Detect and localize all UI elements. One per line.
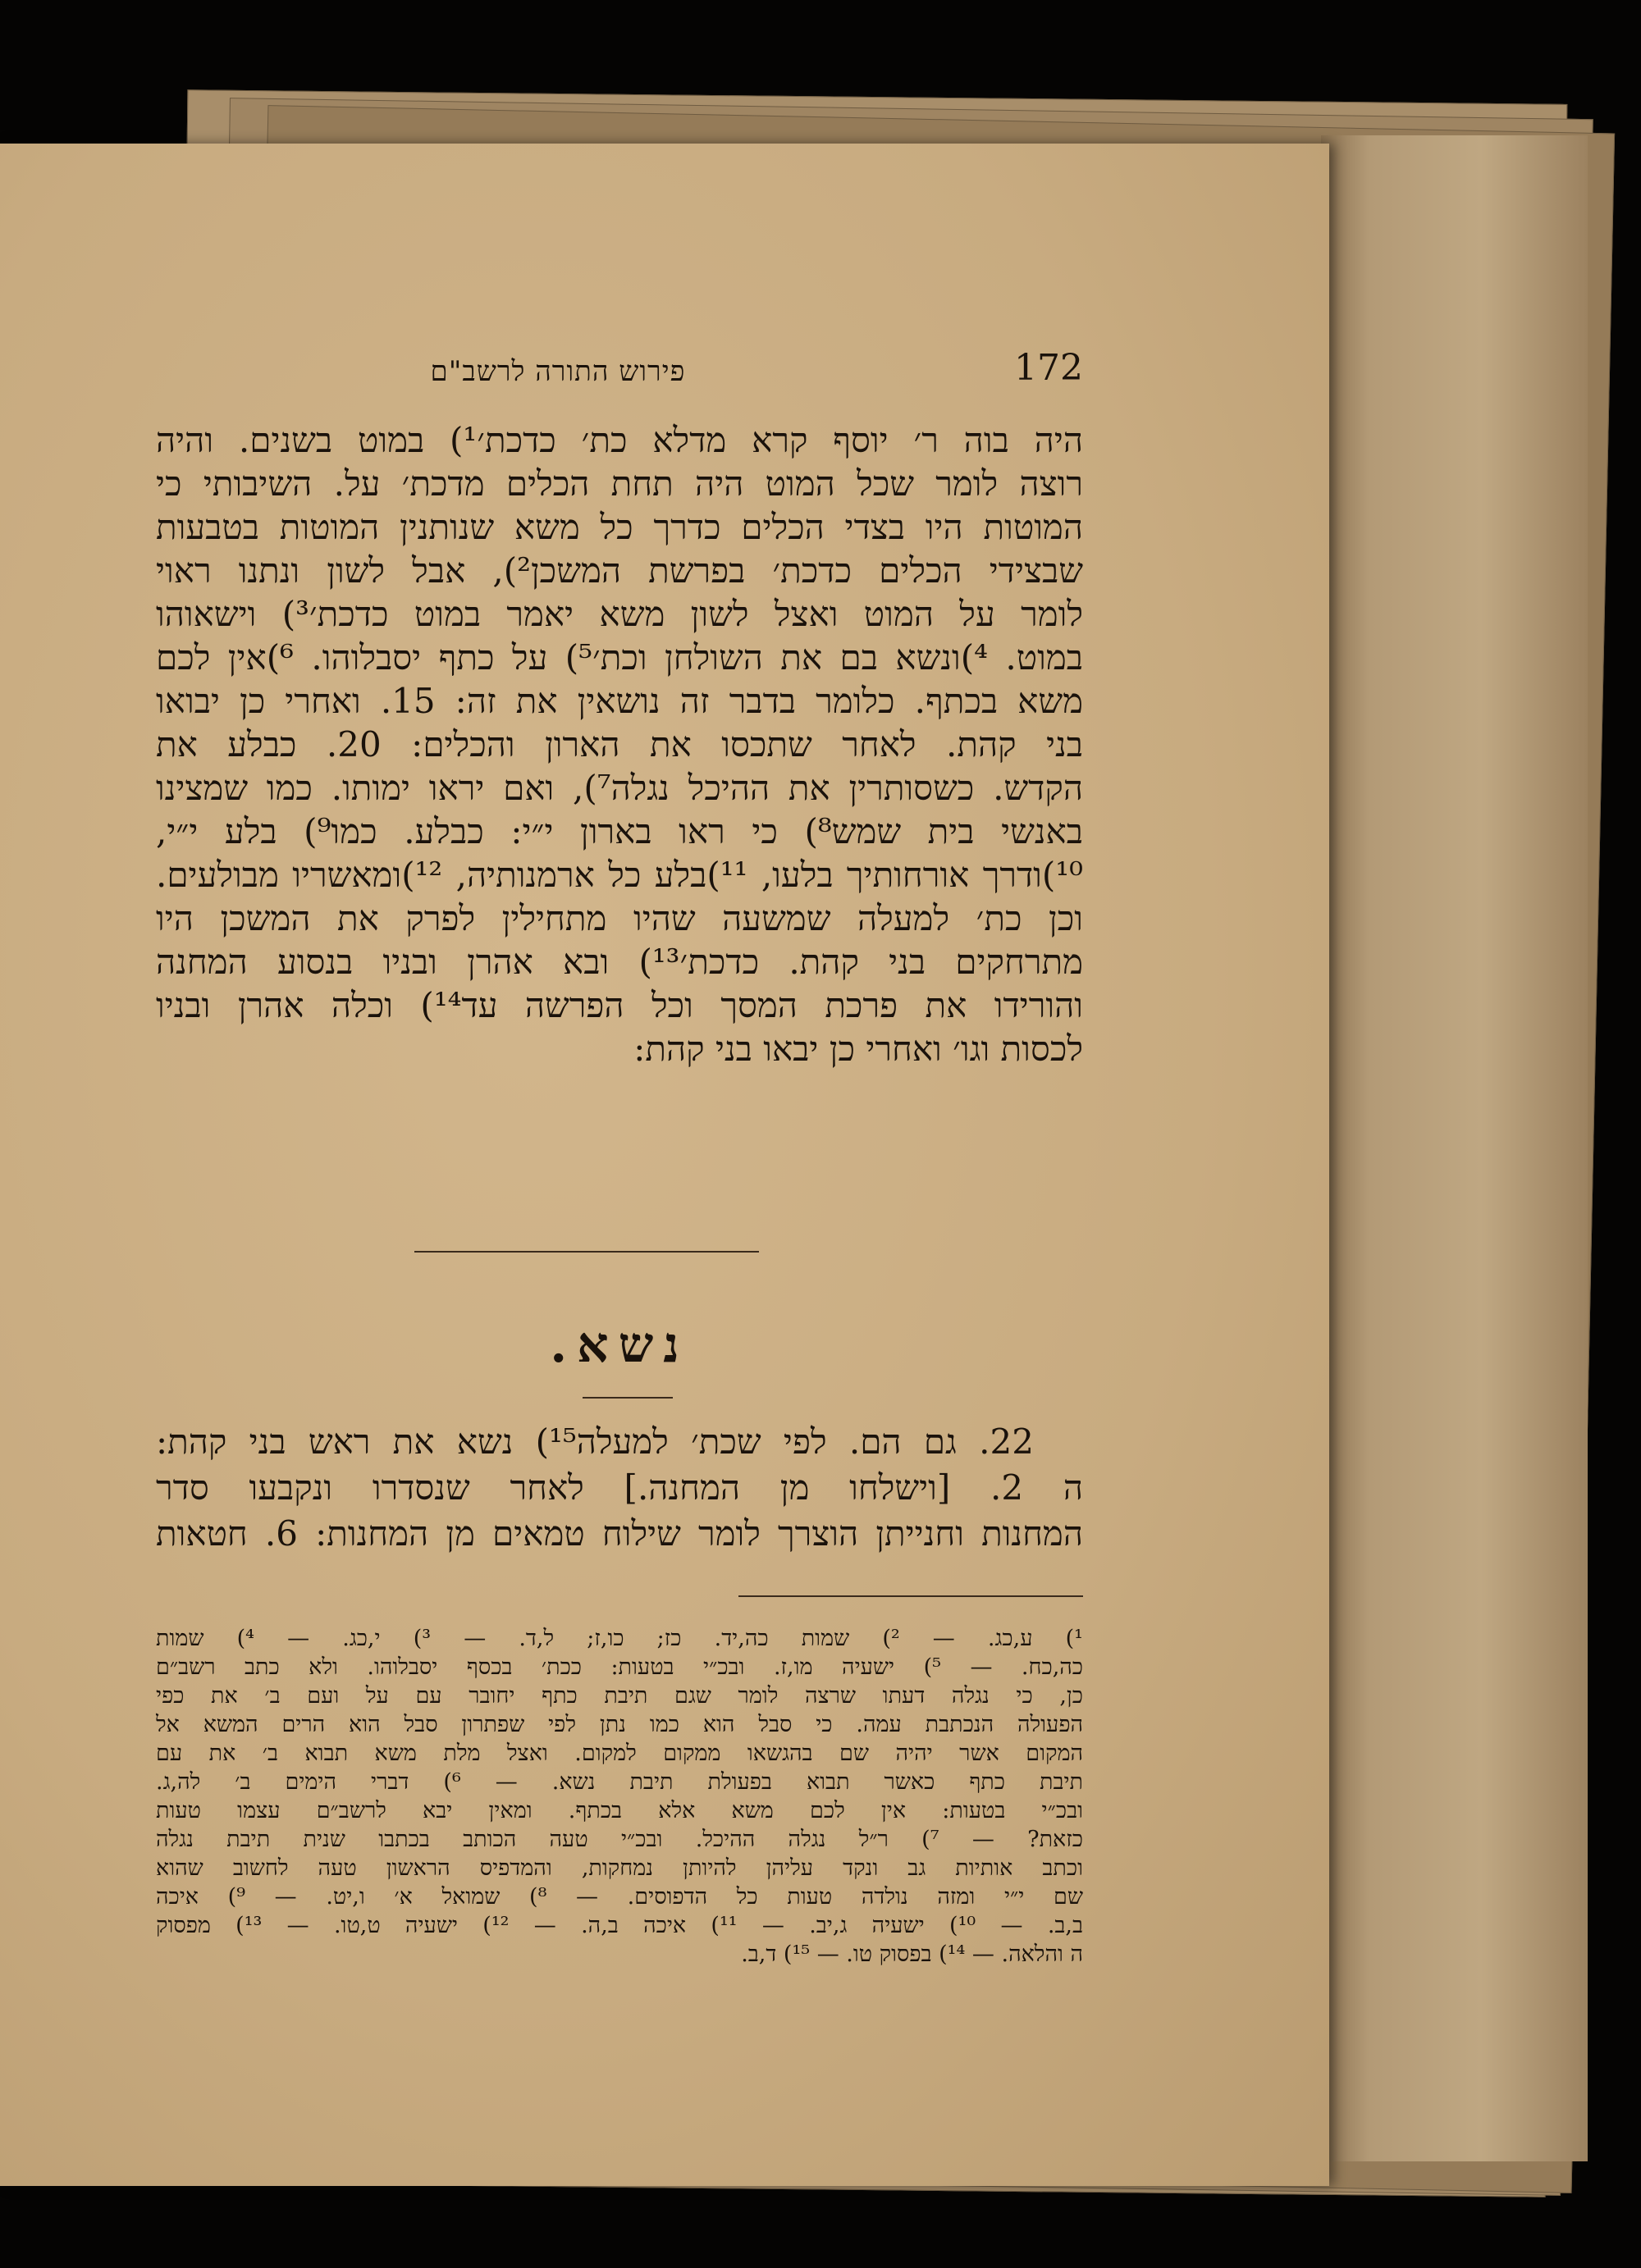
text-line: היה בוה ר׳ יוסף קרא מדלא כת׳ כדכת׳¹) במוט בשנים. והיה <box>156 420 1083 460</box>
footnote-line: וכתב אותיות גב ונקד עליהן להיותן נמחקות, והמדפיס הראשון טעה לחשוב שהוא <box>156 1855 1083 1881</box>
text-line: וכן כת׳ למעלה שמשעה שהיו מתחילין לפרק את המשכן היו <box>156 898 1083 938</box>
text-line: משא בכתף. כלומר בדבר זה נושאין את זה: 15. ואחרי כן יבואו <box>156 681 1083 721</box>
text-line: הקדש. כשסותרין את ההיכל נגלה⁷), ואם יראו ימותו. כמו שמצינו <box>156 768 1083 808</box>
footnote-line: תיבת כתף כאשר תבוא בפעולת תיבת נשא. — ⁶) דברי הימים ב׳ לה,ג. <box>156 1769 1083 1795</box>
text-line: מתרחקים בני קהת. כדכת׳¹³) ובא אהרן ובניו בנסוע המחנה <box>156 942 1083 982</box>
section-divider <box>414 1251 759 1253</box>
text-line: ¹⁰)ודרך אורחותיך בלעו, ¹¹)בלע כל ארמנותיה, ¹²)ומאשריו מבולעים. <box>156 855 1083 895</box>
footnote-line: ב,ב. — ¹⁰) ישעיה ג,יב. — ¹¹) איכה ב,ה. — ¹²) ישעיה ט,טו. — ¹³) מפסוק <box>156 1913 1083 1938</box>
footnote-line: כה,כח. — ⁵) ישעיה מו,ז. ובכ״י בטעות: ככת׳ בכסף יסבלוהו. ולא כתב רשב״ם <box>156 1654 1083 1680</box>
book-page <box>0 144 1329 2186</box>
text-line: שבצידי הכלים כדכת׳ בפרשת המשכן²), אבל לשון ונתנו ראוי <box>156 550 1083 591</box>
page-number: 172 <box>1014 347 1083 389</box>
section-heading: נשא. <box>550 1317 689 1374</box>
main-text-block <box>156 418 1083 1070</box>
right-page-edges <box>1321 135 1588 2161</box>
text-line: לכסות וגו׳ ואחרי כן יבאו בני קהת: <box>633 1029 1083 1069</box>
footnotes-block <box>156 1624 1083 1969</box>
footnote-line: כן, כי נגלה דעתו שרצה לומר שגם תיבת כתף יחובר עם על ועם ב׳ את כפי <box>156 1683 1083 1709</box>
footnote-line: ה והלאה. — ¹⁴) בפסוק טו. — ¹⁵) ד,ב. <box>741 1942 1083 1967</box>
page-header <box>156 340 1083 406</box>
footnote-line: המקום אשר יהיה שם בהגשאו ממקום למקום. ואצל מלת משא תבוא ב׳ את עם <box>156 1741 1083 1766</box>
footnote-line: ¹) ע,כג. — ²) שמות כה,יד. כז; כו,ז; ל,ד. — ³) י,כג. — ⁴) שמות <box>156 1626 1083 1651</box>
text-line: המחנות וחנייתן הוצרך לומר שילוח טמאים מן המחנות: 6. חטאות <box>156 1513 1083 1554</box>
text-line: ה 2. [וישלחו מן המחנה.] לאחר שנסדרו ונקבעו סדר <box>156 1467 1083 1508</box>
page-content <box>156 340 1083 2145</box>
footnote-line: הפעולה הנכתבת עמה. כי סבל הוא כמו נתן לפי שפתרון סבל הוא הרים המשא אל <box>156 1712 1083 1737</box>
text-line: 22. גם הם. לפי שכת׳ למעלה¹⁵) נשא את ראש בני קהת: <box>156 1421 1034 1462</box>
text-line: במוט. ⁴)ונשא בם את השולחן וכת׳⁵) על כתף יסבלוהו. ⁶)אין לכם <box>156 637 1083 678</box>
footnote-line: כזאת? — ⁷) ר״ל נגלה ההיכל. ובכ״י טעה הכותב בכתבו שנית תיבת נגלה <box>156 1827 1083 1852</box>
running-title: פירוש התורה לרשב"ם <box>430 355 686 388</box>
section-text-block <box>156 1419 1083 1557</box>
text-line: המוטות היו בצדי הכלים כדרך כל משא שנותנין המוטות בטבעות <box>156 507 1083 547</box>
text-line: בני קהת. לאחר שתכסו את הארון והכלים: 20. כבלע את <box>156 724 1083 764</box>
footnote-line: ובכ״י בטעות: אין לכם משא אלא בכתף. ומאין יבא לרשב״ם עצמו טעות <box>156 1798 1083 1823</box>
footnote-line: שם י״י ומזה נולדה טעות כל הדפוסים. — ⁸) שמואל א׳ ו,יט. — ⁹) איכה <box>156 1884 1083 1910</box>
text-line: באנשי בית שמש⁸) כי ראו בארון י״י: כבלע. כמו⁹) בלע י״י, <box>156 811 1083 851</box>
footnote-divider <box>738 1595 1083 1597</box>
text-line: רוצה לומר שכל המוט היה תחת הכלים מדכת׳ על. השיבותי כי <box>156 463 1083 504</box>
text-line: לומר על המוט ואצל לשון משא יאמר במוט כדכת׳³) וישאוהו <box>156 594 1083 634</box>
text-line: והורידו את פרכת המסך וכל הפרשה עד¹⁴) וכלה אהרן ובניו <box>156 985 1083 1025</box>
heading-underline <box>583 1397 673 1399</box>
